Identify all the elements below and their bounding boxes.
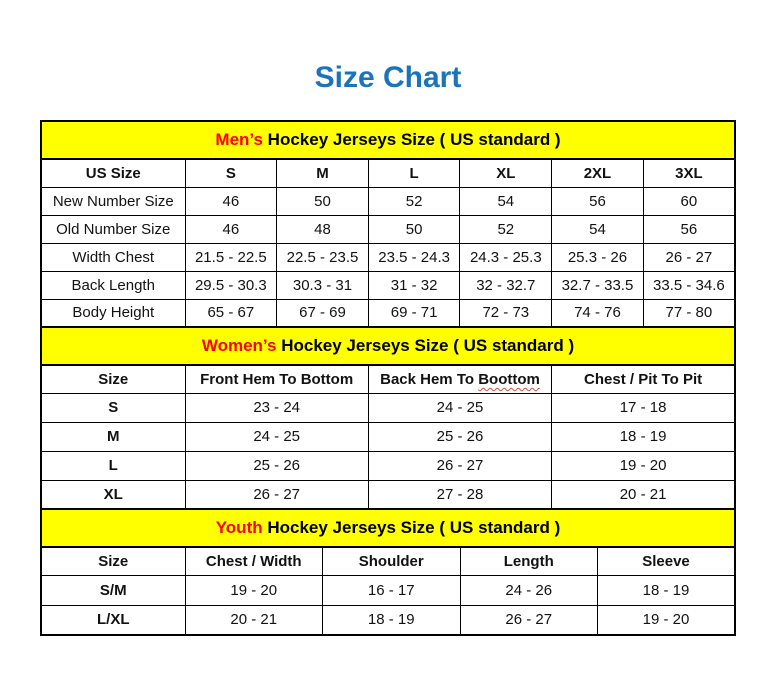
size-value-cell: 50 <box>277 187 369 215</box>
size-value-cell: 18 - 19 <box>552 422 735 451</box>
size-value-cell: 24 - 25 <box>185 422 368 451</box>
size-value-cell: 20 - 21 <box>185 605 323 635</box>
youth-section-heading: Youth Hockey Jerseys Size ( US standard ) <box>41 509 735 547</box>
size-value-cell: 31 - 32 <box>368 271 460 299</box>
size-value-cell: 19 - 20 <box>185 575 323 605</box>
size-value-cell: 24 - 25 <box>368 393 551 422</box>
table-row <box>41 215 735 243</box>
column-header: Size <box>41 547 185 575</box>
size-value-cell: 74 - 76 <box>552 299 644 327</box>
row-label: Old Number Size <box>41 215 185 243</box>
table-row <box>41 605 735 635</box>
section-heading-row <box>41 121 735 159</box>
size-value-cell: 69 - 71 <box>368 299 460 327</box>
size-value-cell: 56 <box>643 215 735 243</box>
column-header-row <box>41 365 735 393</box>
table-row <box>41 451 735 480</box>
column-header: Size <box>41 365 185 393</box>
size-value-cell: 32.7 - 33.5 <box>552 271 644 299</box>
row-label: L/XL <box>41 605 185 635</box>
womens-size-table <box>40 326 736 510</box>
column-header: L <box>368 159 460 187</box>
size-value-cell: 33.5 - 34.6 <box>643 271 735 299</box>
size-value-cell: 77 - 80 <box>643 299 735 327</box>
table-row <box>41 187 735 215</box>
size-value-cell: 52 <box>368 187 460 215</box>
size-value-cell: 26 - 27 <box>185 480 368 509</box>
column-header: 3XL <box>643 159 735 187</box>
womens-section-heading: Women’s Hockey Jerseys Size ( US standard ) <box>41 327 735 365</box>
size-value-cell: 17 - 18 <box>552 393 735 422</box>
size-value-cell: 18 - 19 <box>323 605 461 635</box>
row-label: New Number Size <box>41 187 185 215</box>
size-value-cell: 22.5 - 23.5 <box>277 243 369 271</box>
size-value-cell: 60 <box>643 187 735 215</box>
size-value-cell: 25.3 - 26 <box>552 243 644 271</box>
column-header: XL <box>460 159 552 187</box>
size-value-cell: 32 - 32.7 <box>460 271 552 299</box>
misspelled-word: Boottom <box>478 370 540 388</box>
row-label: Width Chest <box>41 243 185 271</box>
youth-size-table <box>40 508 736 636</box>
size-value-cell: 19 - 20 <box>552 451 735 480</box>
table-row <box>41 299 735 327</box>
page-title: Size Chart <box>314 61 462 94</box>
column-header: US Size <box>41 159 185 187</box>
column-header: 2XL <box>552 159 644 187</box>
table-row <box>41 393 735 422</box>
table-row <box>41 243 735 271</box>
section-heading-accent: Youth <box>215 518 263 537</box>
row-label: XL <box>41 480 185 509</box>
size-value-cell: 19 - 20 <box>598 605 736 635</box>
row-label: L <box>41 451 185 480</box>
table-row <box>41 575 735 605</box>
size-value-cell: 26 - 27 <box>460 605 598 635</box>
mens-section-heading: Men’s Hockey Jerseys Size ( US standard ) <box>41 121 735 159</box>
column-header: Sleeve <box>598 547 736 575</box>
size-value-cell: 26 - 27 <box>368 451 551 480</box>
section-heading-row <box>41 327 735 365</box>
size-value-cell: 72 - 73 <box>460 299 552 327</box>
table-row <box>41 480 735 509</box>
column-header-row <box>41 159 735 187</box>
size-value-cell: 20 - 21 <box>552 480 735 509</box>
column-header: Back Hem To Boottom <box>368 365 551 393</box>
row-label: S/M <box>41 575 185 605</box>
size-value-cell: 24 - 26 <box>460 575 598 605</box>
size-value-cell: 54 <box>460 187 552 215</box>
mens-size-table <box>40 120 736 328</box>
size-value-cell: 18 - 19 <box>598 575 736 605</box>
row-label: S <box>41 393 185 422</box>
row-label: M <box>41 422 185 451</box>
size-value-cell: 24.3 - 25.3 <box>460 243 552 271</box>
row-label: Body Height <box>41 299 185 327</box>
column-header: Shoulder <box>323 547 461 575</box>
size-value-cell: 46 <box>185 187 277 215</box>
size-value-cell: 54 <box>552 215 644 243</box>
size-value-cell: 25 - 26 <box>368 422 551 451</box>
section-heading-accent: Women’s <box>201 336 277 355</box>
size-value-cell: 29.5 - 30.3 <box>185 271 277 299</box>
section-heading-row <box>41 509 735 547</box>
size-value-cell: 21.5 - 22.5 <box>185 243 277 271</box>
size-value-cell: 65 - 67 <box>185 299 277 327</box>
size-value-cell: 26 - 27 <box>643 243 735 271</box>
size-value-cell: 23 - 24 <box>185 393 368 422</box>
size-value-cell: 48 <box>277 215 369 243</box>
table-row <box>41 271 735 299</box>
row-label: Back Length <box>41 271 185 299</box>
size-value-cell: 23.5 - 24.3 <box>368 243 460 271</box>
column-header: Chest / Pit To Pit <box>552 365 735 393</box>
table-row <box>41 422 735 451</box>
size-value-cell: 25 - 26 <box>185 451 368 480</box>
size-value-cell: 27 - 28 <box>368 480 551 509</box>
size-chart <box>40 120 736 636</box>
size-value-cell: 46 <box>185 215 277 243</box>
column-header: M <box>277 159 369 187</box>
size-value-cell: 30.3 - 31 <box>277 271 369 299</box>
column-header: S <box>185 159 277 187</box>
size-value-cell: 67 - 69 <box>277 299 369 327</box>
column-header: Front Hem To Bottom <box>185 365 368 393</box>
column-header: Length <box>460 547 598 575</box>
column-header: Chest / Width <box>185 547 323 575</box>
size-value-cell: 16 - 17 <box>323 575 461 605</box>
size-value-cell: 56 <box>552 187 644 215</box>
size-value-cell: 52 <box>460 215 552 243</box>
size-value-cell: 50 <box>368 215 460 243</box>
section-heading-accent: Men’s <box>215 130 263 149</box>
column-header-row <box>41 547 735 575</box>
